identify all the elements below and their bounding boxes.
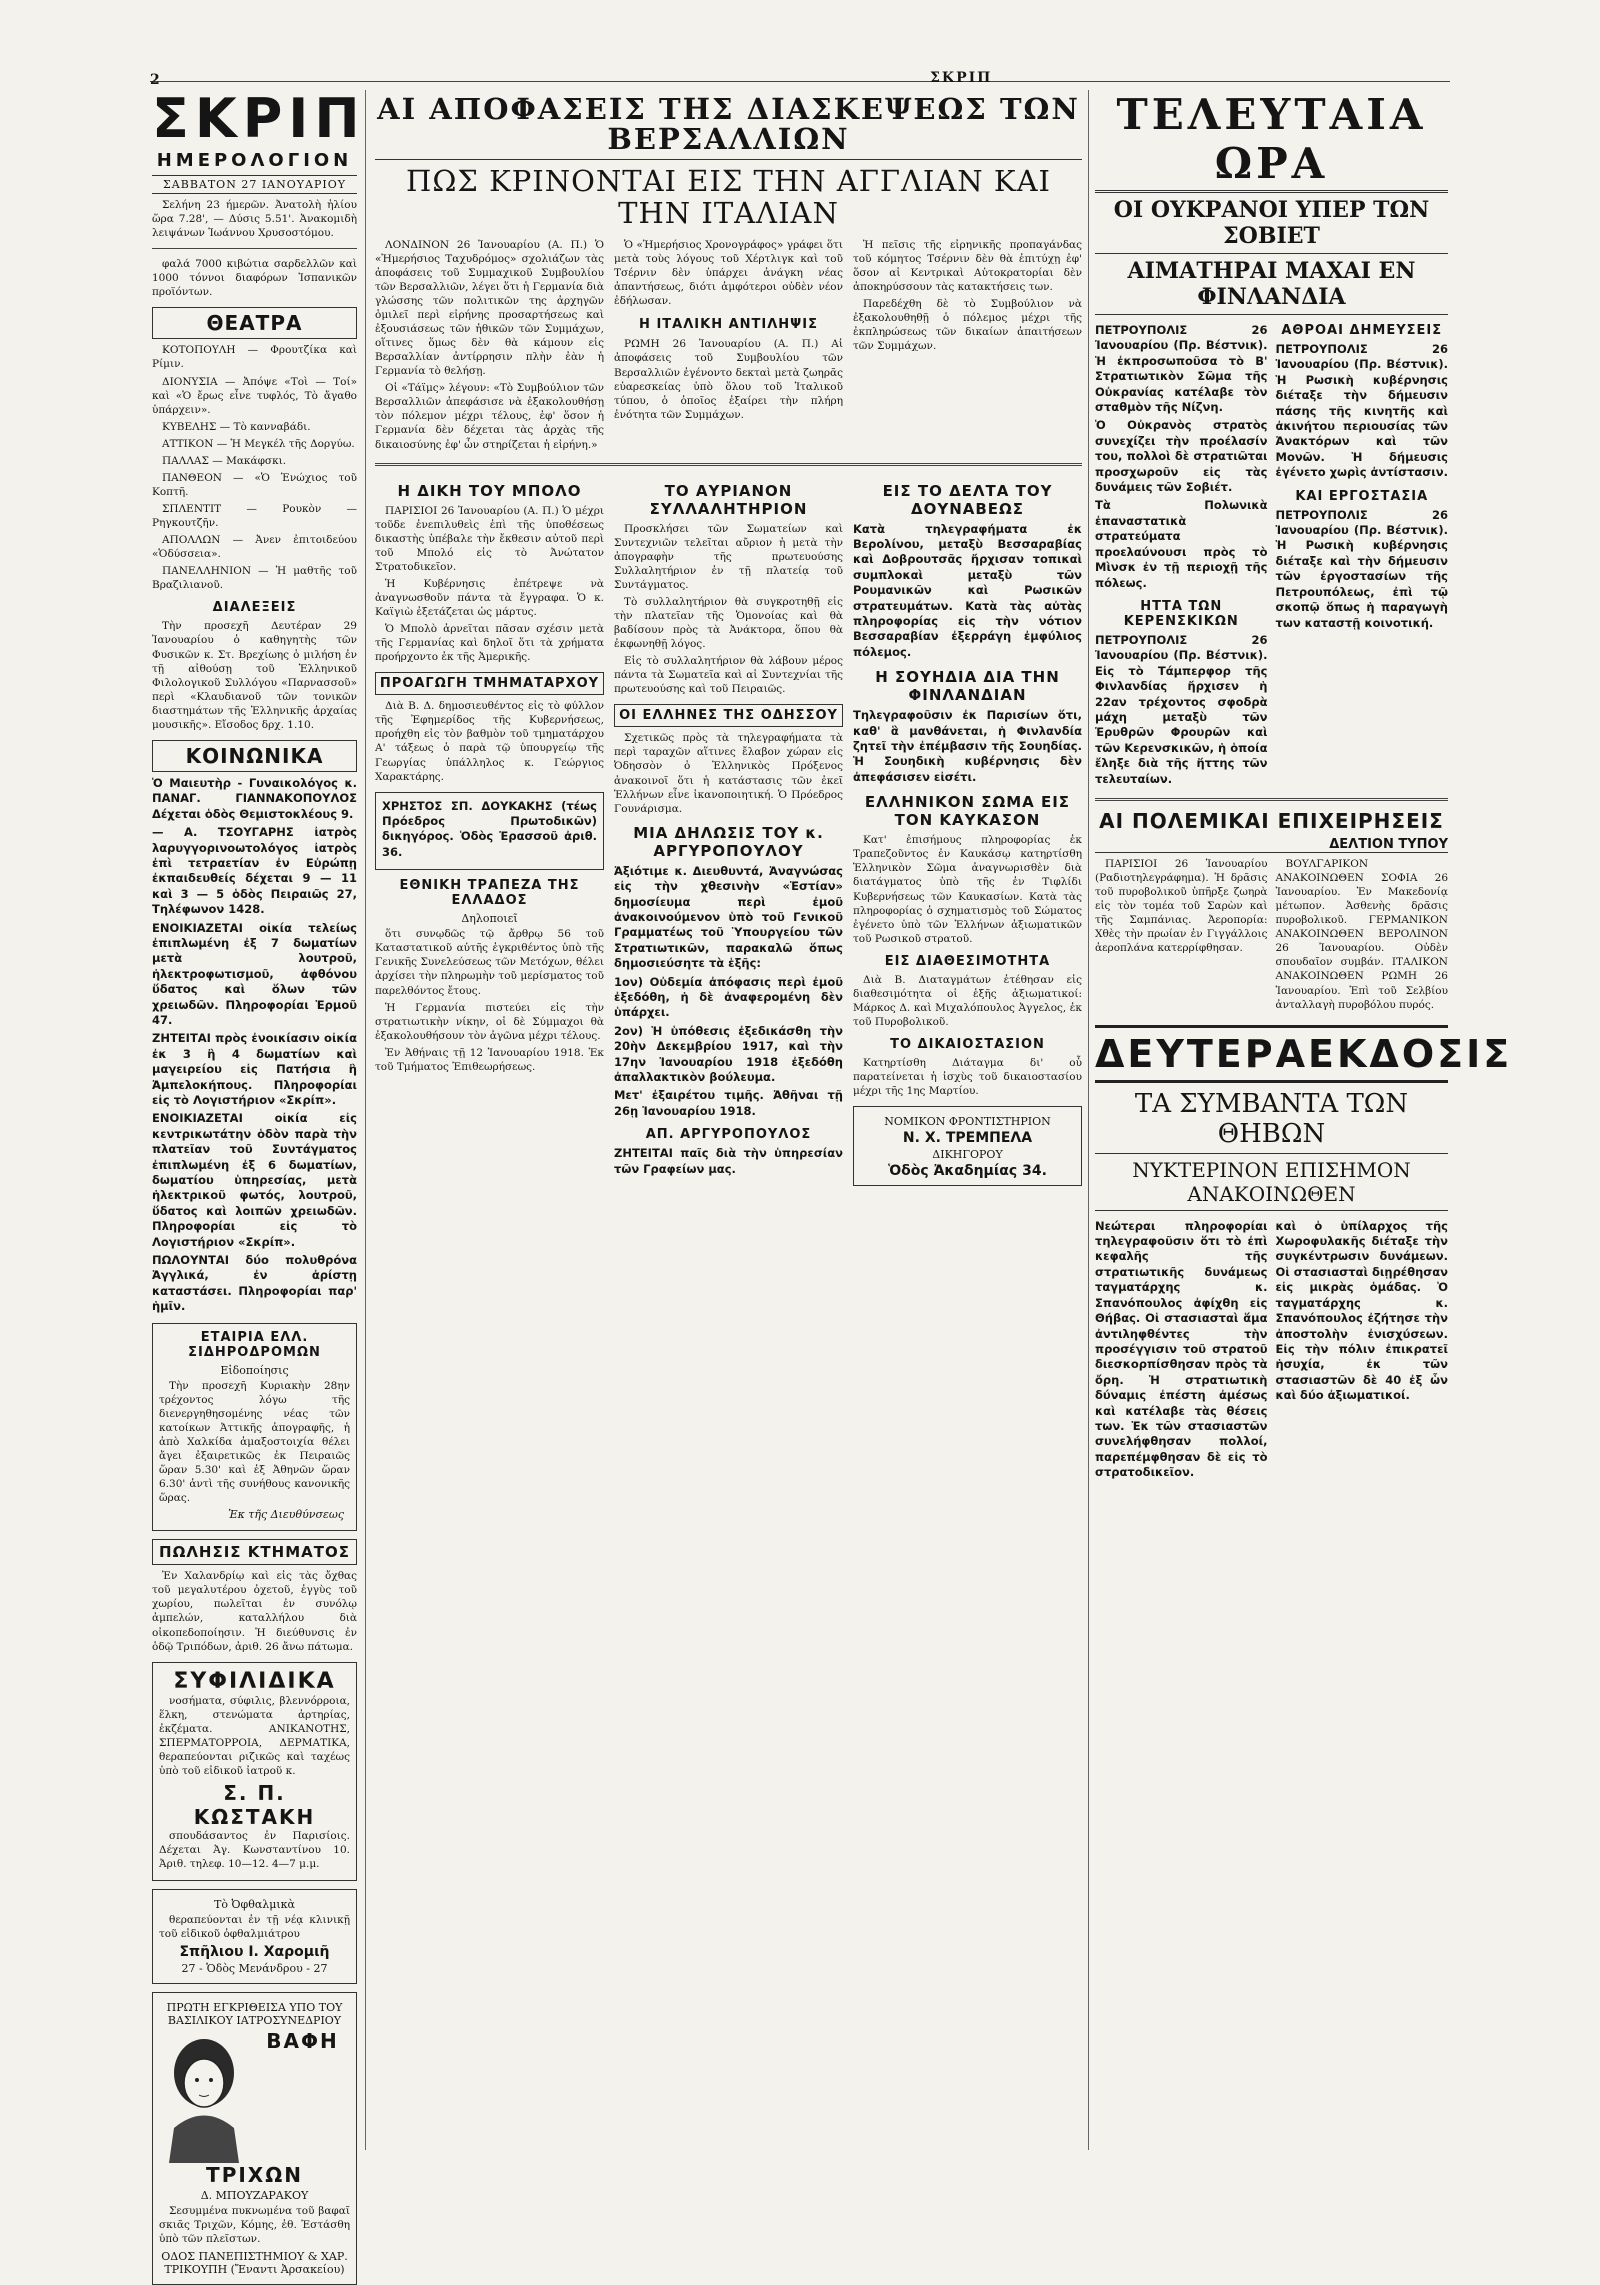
last-hour-title: ΤΕΛΕΥΤΑΙΑ ΩΡΑ — [1095, 90, 1448, 193]
property-sale-heading: ΠΩΛΗΣΙΣ ΚΤΗΜΑΤΟΣ — [152, 1539, 357, 1565]
versailles-para: Παρεδέχθη δὲ τὸ Συμβούλιον νὰ ἐξακολουθηθῇ ὁ πόλεμος μέχρι τῆς ἐκπληρώσεως τῶν δικαίων ἀπαιτήσεων τῶν Συμμάχων. — [853, 297, 1082, 353]
national-bank-body — [375, 927, 604, 1074]
top-rule — [150, 70, 1450, 88]
national-bank-sub: Δηλοποιεῖ — [461, 912, 518, 926]
versailles-col-1 — [375, 238, 604, 455]
social-ads — [152, 776, 357, 1315]
lower-articles — [375, 474, 1082, 1195]
moratorium-heading: ΤΟ ΔΙΚΑΙΟΣΤΑΣΙΟΝ — [890, 1037, 1045, 1053]
versailles-para: Ἡ πεῖσις τῆς εἰρηνικῆς προπαγάνδας τοῦ κόμητος Τσέρνιν δὲν θὰ ἐπιτύχῃ ἐφ' ὅσον αἱ Κεντρικαὶ Αὐτοκρατορίαι δὲν ἀποκηρύσσουν τὰς κατακτήσεις των. — [853, 238, 1082, 293]
ophthalmology-text: θεραπεύονται ἐν τῇ νέᾳ κλινικῇ τοῦ εἰδικοῦ ὀφθαλμιάτρου — [159, 1914, 350, 1941]
social-item: — Α. ΤΣΟΥΓΑΡΗΣ ἰατρὸς λαρυγγορινοωτολόγος ἰατρὸς ἐπὶ τετραετίαν ἐν Εὐρώπῃ ἐκπαιδευθείς δέχεται 9 — 11 καὶ 3 — 5 ὁδὸς Πειραιῶς 27, Τηλέφωνον 1428. — [152, 825, 357, 917]
thebes-left — [1095, 1219, 1268, 1484]
italian-view-heading: Η ΙΤΑΛΙΚΗ ΑΝΤΙΛΗΨΙΣ — [639, 316, 818, 332]
ophthalmology-ad — [152, 1889, 357, 1984]
bolo-trial-heading: Η ΔΙΚΗ ΤΟΥ ΜΠΟΛΟ — [397, 481, 582, 500]
versailles-para: ΛΟΝΔΙΝΟΝ 26 Ἰανουαρίου (Α. Π.) Ὁ «Ἡμερήσιος Ταχυδρόμος» σχολιάζων τὰς ἀποφάσεις τοῦ Συμμαχικοῦ Συμβουλίου τῶν Βερσαλλιῶν, λέγει ὅτι ἡ Γερμανία διὰ γλώσσης τῶν πολιτικῶν της ἀρχηγῶν ὁμιλεῖ περὶ εἰρήνης προσαρτήσεως καὶ ἐξουσιάσεως τῶν ἠθικῶν τῶν Συμμάχων, οἵτινες ὅμως δὲν θὰ κάμουν εἰς Βερσαλλίαν ἀντίρρησιν πλὴν ἐὰν ἡ Γερμανία τὸ θελήσῃ. — [375, 238, 604, 378]
divider — [375, 463, 1082, 466]
hair-dye-intro: ΠΡΩΤΗ ΕΓΚΡΙΘΕΙΣΑ ΥΠΟ ΤΟΥ ΒΑΣΙΛΙΚΟΥ ΙΑΤΡΟΣΥΝΕΔΡΙΟΥ — [166, 2001, 343, 2028]
social-item: ΕΝΟΙΚΙΑΖΕΤΑΙ οἰκία τελείως ἐπιπλωμένη ἐξ 7 δωματίων μετὰ λουτροῦ, ἠλεκτροφωτισμοῦ, ἀφθόνου ὕδατος καὶ ὅλων τῶν χρειωδῶν. Πληροφορίαι Ἑρμοῦ 47. — [152, 920, 357, 1027]
dateline: ΣΑΒΒΑΤΟΝ 27 ΙΑΝΟΥΑΡΙΟΥ — [152, 175, 357, 194]
railway-heading: ΕΤΑΙΡΙΑ ΕΛΛ. ΣΙΔΗΡΟΔΡΟΜΩΝ — [188, 1329, 321, 1360]
bank-para: Ἐν Ἀθήναις τῇ 12 Ἰανουαρίου 1918. Ἐκ τοῦ Τμήματος Ἐπιθεωρήσεως. — [375, 1046, 604, 1073]
odessa-text: Σχετικῶς πρὸς τὰ τηλεγραφήματα τὰ περὶ ταραχῶν αἵτινες ἔλαβον χώραν εἰς Ὀδησσὸν ὁ Ἑλληνικὸς Πρόξενος ἀνακοινοῖ ὅτι ἡ κατάστασις τῶν ἐκεῖ Ἑλλήνων εἶνε ἱκανοποιητική. Ὁ Πρόεδρος Γουνάρισμα. — [614, 732, 843, 815]
rally-para: Προσκλήσει τῶν Σωματείων καὶ Συντεχνιῶν τελεῖται αὔριον ἡ μετὰ τὴν ἀπογραφὴν τῆς πρωτευούσης Συλλαλητήριον ἐν τῇ πλατείᾳ τοῦ Συντάγματος. — [614, 522, 843, 591]
statement-para: Ἀξιότιμε κ. Διευθυντά, Ἀναγνώσας εἰς τὴν χθεσινὴν «Ἑστίαν» δημοσίευμα περὶ ἐμοῦ ἀνακοινούμενον ὑπὸ τοῦ Γενικοῦ Γραμματέως τοῦ Ὑπουργείου τῶν Στρατιωτικῶν, παρακαλῶ ὅπως δημοσιεύσητε τὰ ἑξῆς: — [614, 863, 843, 971]
statement-para: 2ον) Ἡ ὑπόθεσις ἐξεδικάσθη τὴν 20ὴν Δεκεμβρίου 1917, καὶ τὴν 17ην Ἰανουαρίου 1918 ἐξεδόθη ἀπαλλακτικὸν βούλευμα. — [614, 1023, 843, 1084]
law-tutoring-ad — [853, 1106, 1082, 1186]
social-item: ΖΗΤΕΙΤΑΙ πρὸς ἐνοικίασιν οἰκία ἐκ 3 ἢ 4 δωματίων καὶ μαγειρείου εἰς Πατήσια ἢ Ἀμπελοκήπους. Πληροφορίαι εἰς τὸ Λογιστήριον «Σκρίπ». — [152, 1031, 357, 1107]
column-left — [152, 87, 366, 2276]
lawyer-text: ΧΡΗΣΤΟΣ ΣΠ. ΔΟΥΚΑΚΗΣ (τέως Πρόεδρος Πρωτοδικῶν) δικηγόρος. Ὁδὸς Ἐρασσοῦ ἀριθ. 36. — [382, 798, 597, 859]
hair-dye-body — [159, 2204, 350, 2246]
theatre-item: ΚΟΤΟΠΟΥΛΗ — Φρουτζίκα καὶ Ρίμιν. — [152, 344, 357, 371]
theatre-item: ΚΥΒΕΛΗΣ — Τὸ κανναβάδι. — [162, 420, 311, 433]
ukraine-para: Ὁ Οὐκρανὸς στρατὸς συνεχίζει τὴν προέλασίν του, πολλοὶ δὲ στρατιῶται προσχωροῦν εἰς τὰς δυνάμεις τῶν Σοβιέτ. — [1095, 418, 1268, 495]
syphilis-body — [159, 1694, 350, 1778]
versailles-para: Ὁ «Ἡμερήσιος Χρονογράφος» γράφει ὅτι μετὰ τοὺς λόγους τοῦ Χέρτλιγκ καὶ τοῦ Τσέρνιν δὲν ὑπάρχει ἀνάγκη νέας ἀπαντήσεως, διότι ἀμφότεροι οὐδὲν νέον ἐδήλωσαν. — [614, 238, 843, 307]
ophthalmologist-name: Σπῆλιου Ι. Χαρομιῆ — [179, 1944, 330, 1961]
thebes-heading: ΤΑ ΣΥΜΒΑΝΤΑ ΤΩΝ ΘΗΒΩΝ — [1095, 1089, 1448, 1154]
promotion-body — [375, 699, 604, 783]
versailles-headline: ΑΙ ΑΠΟΦΑΣΕΙΣ ΤΗΣ ΔΙΑΣΚΕΨΕΩΣ ΤΩΝ ΒΕΡΣΑΛΛΙΩΝ — [375, 94, 1082, 160]
lectures-body — [152, 619, 357, 732]
property-sale-text: Ἐν Χαλανδρίῳ καὶ εἰς τὰς ὄχθας τοῦ μεγαλυτέρου ὀχετοῦ, ἐγγὺς τοῦ χωρίου, πωλεῖται ἐν συνόλῳ ἀμπελών, καταλλήλου διὰ οἰκοπεδοποίησιν. Ἡ διεύθυνσις ἐν ὁδῷ Τριπόδων, ἀριθ. 26 ἄνω πάτωμα. — [152, 1570, 357, 1653]
lower-col-2 — [614, 474, 843, 1195]
hair-dye-text: Σεσυμμένα πυκνωμένα τοῦ βαφαῖ σκιᾶς Τριχῶν, Κόμης, ἐθ. Ἐστάσθη ὑπὸ τῶν πλεῖστων. — [159, 2205, 350, 2246]
syphilis-text: νοσήματα, σύφιλις, βλεννόρροια, ἕλκη, στενώματα ἀρτηρίας, ἐκζέματα. ΑΝΙΚΑΝΟΤΗΣ, ΣΠΕΡΜΑΤΟΡΡΟΙΑ, ΔΕΡΜΑΤΙΚΑ, θεραπεύονται ριζικῶς καὶ ταχέως ὑπὸ τοῦ εἰδικοῦ ἰατροῦ κ. — [159, 1694, 350, 1777]
column-divider — [1088, 90, 1089, 2150]
statement-para: 1ον) Οὐδεμία ἀπόφασις περὶ ἐμοῦ ἐξεδόθη, ἡ δὲ ἀναφερομένη δὲν ὑπάρχει. — [614, 974, 843, 1020]
factories-body — [1276, 508, 1449, 631]
rally-para: Τὸ συλλαλητήριον θὰ συγκροτηθῇ εἰς τὴν πλατεῖαν τῆς Ὁμονοίας καὶ θὰ βαδίσουν πρὸς τὰ Ἀνάκτορα, ὅπου θὰ ἐκφωνηθῇ λόγος. — [614, 595, 843, 651]
versailles-article — [375, 238, 1082, 455]
statement-para: Μετ' ἐξαιρέτου τιμῆς. Ἀθῆναι τῇ 26ῃ Ἰανουαρίου 1918. — [614, 1088, 843, 1118]
sweden-heading: Η ΣΟΥΗΔΙΑ ΔΙΑ ΤΗΝ ΦΙΝΛΑΝΔΙΑΝ — [875, 668, 1060, 705]
theatre-item: ΠΑΝΘΕΟΝ — «Ὁ Ἐνώχιος τοῦ Κοπτῆ. — [152, 471, 357, 498]
thebes-right-text: καὶ ὁ ὑπίλαρχος τῆς Χωροφυλακῆς διέταξε τὴν συγκέντρωσιν δυνάμεων. Οἱ στασιασταὶ διῃρέθησαν εἰς μικρὰς ὁμάδας. Ὁ ταγματάρχης κ. Σπανόπουλος ἐζήτησε τὴν ἀποστολὴν ἐνισχύσεων. Εἰς τὴν πόλιν ἐπικρατεῖ ἡσυχία, ἐκ τῶν στασιαστῶν δὲ 40 ἐξ ὧν καὶ δύο ἀξιωματικοί. — [1275, 1218, 1448, 1403]
column-right — [1095, 90, 1513, 2150]
kerensky-text: ΠΕΤΡΟΥΠΟΛΙΣ 26 Ἰανουαρίου (Πρ. Βέστνικ). Εἰς τὸ Τάμπερφορ τῆς Φινλανδίας ἤρχισεν ἡ 22αν τρέχοντος σφοδρὰ μάχη μεταξὺ τῶν Ἐρυθρῶν Φρουρῶν καὶ τῶν Κερενσκικῶν, ἡ ὁποία ἔληξε διὰ τῆς ἥττης τῶν τελευταίων. — [1095, 632, 1268, 786]
ukraine-para: ΠΕΤΡΟΥΠΟΛΙΣ 26 Ἰανουαρίου (Πρ. Βέστνικ). Ἡ ἐκπροσωποῦσα τὸ Β' Στρατιωτικὸν Σῶμα τῆς Οὐκρανίας κατέλαβε τὸν σταθμὸν τῆς Νίζνη. — [1095, 323, 1268, 415]
column-divider — [365, 90, 366, 2150]
thebes-left-text: Νεώτεραι πληροφορίαι τηλεγραφοῦσιν ὅτι τὸ ἐπὶ κεφαλῆς τῆς στρατιωτικῆς δυνάμεως ταγματάρχης κ. Σπανόπουλος ἀφίχθη εἰς Θήβας. Οἱ στασιασταὶ ἅμα ἀντιληφθέντες τὴν προσέγγισιν τοῦ στρατοῦ διεσκορπίσθησαν πρὸς τὰ ὄρη. Ἡ στρατιωτικὴ δύναμις ἐπέστη ἀμέσως καὶ κατέλαβε τὰς θέσεις των. Ἐκ τῶν στασιαστῶν συνελήφθησαν πολλοί, παρεπέμφθησαν δὲ εἰς τὸ στρατοδικεῖον. — [1095, 1218, 1268, 1480]
almanac — [152, 198, 357, 240]
statement-body — [614, 864, 843, 1120]
theatre-item: ΠΑΛΛΑΣ — Μακάφσκι. — [162, 454, 287, 467]
theatre-item: ΑΤΤΙΚΟΝ — Ἡ Μεγκέλ τῆς Δοργύω. — [162, 437, 355, 450]
law-tutor-role: ΔΙΚΗΓΟΡΟΥ — [932, 1148, 1003, 1162]
statement-signature: ΑΠ. ΑΡΓΥΡΟΠΟΥΛΟΣ — [645, 1127, 812, 1143]
factories-text: ΠΕΤΡΟΥΠΟΛΙΣ 26 Ἰανουαρίου (Πρ. Βέστνικ). Ἡ Ρωσικὴ κυβέρνησις διέταξε καὶ τὴν δήμευσιν τῶν ἐργοστασίων τῆς Πετρουπόλεως, ἐπὶ τῷ σκοπῷ ὅπως ἡ παραγωγὴ των καταστῇ κοινοτική. — [1275, 507, 1448, 630]
lower-col-1 — [375, 474, 604, 1195]
calendar-title: ΗΜΕΡΟΛΟΓΙΟΝ — [156, 150, 353, 171]
caucasus-body — [853, 833, 1082, 946]
thebes-articles — [1095, 1219, 1448, 1484]
hair-dye-maker: Δ. ΜΠΟΥΖΑΡΑΚΟΥ — [200, 2189, 309, 2203]
sweden-text: Τηλεγραφοῦσιν ἐκ Παρισίων ὅτι, καθ' ἃ μανθάνεται, ἡ Φινλανδία ζητεῖ τὴν ἐπέμβασιν τῆς Σουηδίας. Ἡ Σουηδικὴ κυβέρνησις δὲν ἀπεφάσισεν εἰσέτι. — [853, 708, 1082, 784]
law-tutor-address: Ὁδὸς Ἀκαδημίας 34. — [888, 1163, 1047, 1180]
railway-notice — [152, 1323, 357, 1532]
social-item: ΠΩΛΟΥΝΤΑΙ δύο πολυθρόνα Ἀγγλικά, ἐν ἀρίστῃ καταστάσει. Πληροφορίαι παρ' ἡμῖν. — [152, 1253, 357, 1314]
danube-heading: ΕΙΣ ΤΟ ΔΕΛΤΑ ΤΟΥ ΔΟΥΝΑΒΕΩΣ — [882, 481, 1053, 518]
bolo-trial-body — [375, 504, 604, 665]
versailles-col-2 — [614, 238, 843, 455]
bolo-para: Ὁ Μπολὸ ἀρνεῖται πᾶσαν σχέσιν μετὰ τῆς Γερμανίας καὶ δηλοῖ ὅτι τὰ χρήματα προήρχοντο ἐκ τῆς Ἀμερικῆς. — [375, 623, 604, 664]
doctor-text: σπουδάσαντος ἐν Παρισίοις. Δέχεται Ἀγ. Κωνσταντίνου 10. Ἀριθ. τηλεφ. 10—12. 4—7 μ.μ. — [159, 1830, 350, 1871]
rally-heading: ΤΟ ΑΥΡΙΑΝΟΝ ΣΥΛΛΑΛΗΤΗΡΙΟΝ — [649, 481, 808, 518]
divider — [152, 248, 357, 249]
confiscations-text: ΠΕΤΡΟΥΠΟΛΙΣ 26 Ἰανουαρίου (Πρ. Βέστνικ). Ἡ Ρωσικὴ κυβέρνησις διέταξε τὴν δήμευσιν πάσης τῆς κινητῆς καὶ ἀκινήτου περιουσίας τῶν Ἀνακτόρων καὶ τῶν Μονῶν. Ἡ δήμευσις ἐγένετο χωρὶς ἀντίστασιν. — [1275, 342, 1448, 480]
versailles-subheadline: ΠΩΣ ΚΡΙΝΟΝΤΑΙ ΕΙΣ ΤΗΝ ΑΓΓΛΙΑΝ ΚΑΙ ΤΗΝ ΙΤΑΛΙΑΝ — [406, 163, 1051, 230]
ukraine-news — [1095, 323, 1268, 591]
ophthalmology-address: 27 - Ὁδὸς Μενάνδρου - 27 — [181, 1962, 328, 1976]
law-tutoring-heading: ΝΟΜΙΚΟΝ ΦΡΟΝΤΙΣΤΗΡΙΟΝ — [884, 1115, 1051, 1129]
ukraine-para: Τὰ Πολωνικὰ ἐπαναστατικὰ στρατεύματα προελαύνουσι πρὸς τὸ Μὶνσκ ἐν τῇ περιοχῇ τῆς πόλεως. — [1095, 498, 1268, 590]
doctor-details — [159, 1829, 350, 1871]
syphilis-heading: ΣΥΦΙΛΙΔΙΚΑ — [173, 1668, 336, 1694]
syphilis-ad — [152, 1662, 357, 1882]
thebes-right — [1276, 1219, 1449, 1484]
versailles-para: Οἱ «Τάϊμς» λέγουν: «Τὸ Συμβούλιον τῶν Βερσαλλιῶν ἀπεφάσισε νὰ ἐξακολουθήσῃ τὸν πόλεμον μέχρι τέλους, ἐφ' ὅσον ἡ Γερμανία δὲν δέχεται τὰς ἀρχὰς τῆς δικαιοσύνης ἐφ' ὧν στηρίζεται ἡ εἰρήνη.» — [375, 382, 604, 451]
cargo-note — [152, 257, 357, 299]
war-operations-heading: ΑΙ ΠΟΛΕΜΙΚΑΙ ΕΠΙΧΕΙΡΗΣΕΙΣ — [1099, 808, 1444, 833]
war-operations-articles — [1095, 857, 1448, 1015]
night-bulletin-heading: ΝΥΚΤΕΡΙΝΟΝ ΕΠΙΣΗΜΟΝ ΑΝΑΚΟΙΝΩΘΕΝ — [1095, 1158, 1448, 1211]
theatres-list — [152, 343, 357, 592]
reserve-heading: ΕΙΣ ΔΙΑΘΕΣΙΜΟΤΗΤΑ — [884, 953, 1051, 969]
promotion-text: Διὰ Β. Δ. δημοσιευθέντος εἰς τὸ φύλλον τῆς Ἐφημερίδος τῆς Κυβερνήσεως, προήχθη εἰς τὸν βαθμὸν τοῦ τμηματάρχου Α' τάξεως ὁ παρὰ τῷ ὑπουργείῳ τῆς Γεωργίας ὑπάλληλος κ. Γεώργιος Χαρακτάρης. — [375, 700, 604, 783]
reserve-text: Διὰ Β. Διαταγμάτων ἐτέθησαν εἰς διαθεσιμότητα οἱ ἑξῆς ἀξιωματικοί: Μάρκος Δ. καὶ Μιχαλόπουλος Ἀγγελος, ἐκ τοῦ Πυροβολικοῦ. — [853, 973, 1082, 1028]
wanted-ad — [614, 1146, 843, 1177]
lower-col-3 — [853, 474, 1082, 1195]
top-divider — [150, 81, 1450, 82]
caucasus-text: Κατ' ἐπισήμους πληροφορίας ἐκ Τραπεζοῦντος ἐν Καυκάσῳ κατηρτίσθη Ἑλληνικὸν Σῶμα ἀναγνωρισθὲν διὰ διατάγματος ὑπὸ τῆς ἐν Τιφλίδι Κυβερνήσεως τῶν Καυκασίων. Κατὰ τὰς πληροφορίας ὁ σχηματισμὸς τοῦ Σώματος ἐγένετο ὑπὸ τῶν Ἑλλήνων ἀξιωματικῶν τοῦ Ρωσικοῦ στρατοῦ. — [853, 834, 1082, 945]
law-tutor-name: Ν. Χ. ΤΡΕΜΠΕΛΑ — [902, 1130, 1033, 1147]
bank-para: ὅτι συνῳδῶς τῷ ἄρθρῳ 56 τοῦ Καταστατικοῦ αὐτῆς ἐγκριθέντος ὑπὸ τῆς Γενικῆς Συνελεύσεως τῶν Μετόχων, θέλει ἀρχίσει τὴν πληρωμὴν τοῦ μερίσματος τοῦ παρελθόντος ἔτους. — [375, 928, 604, 997]
lawyer-ad — [375, 792, 604, 871]
rally-body — [614, 522, 843, 697]
confiscations-body — [1276, 342, 1449, 481]
war-ops-right — [1276, 857, 1449, 1015]
finland-battles-heading: ΑΙΜΑΤΗΡΑΙ ΜΑΧΑΙ ΕΝ ΦΙΝΛΑΝΔΙΑ — [1095, 258, 1448, 315]
railway-signature: Ἐκ τῆς Διευθύνσεως — [228, 1508, 344, 1522]
bolo-para: ΠΑΡΙΣΙΟΙ 26 Ἰανουαρίου (Α. Π.) Ὁ μέχρι τοῦδε ἐνεπιλυθεὶς ἐπὶ τῆς ὑποθέσεως δικαστὴς ὑπέβαλε τὴν ἔκθεσιν αὐτοῦ περὶ τοῦ Μπολό εἰς τὸ Ἀνώτατον Στρατοδικεῖον. — [375, 504, 604, 573]
moratorium-body — [853, 1056, 1082, 1098]
press-bulletin-label: ΔΕΛΤΙΟΝ ΤΥΠΟΥ — [1095, 837, 1448, 853]
social-item: Ὁ Μαιευτὴρ - Γυναικολόγος κ. ΠΑΝΑΓ. ΓΙΑΝΝΑΚΟΠΟΥΛΟΣ Δέχεται ὁδὸς Θεμιστοκλέους 9. — [152, 775, 357, 821]
sweden-body — [853, 708, 1082, 785]
last-hour-articles — [1095, 323, 1448, 790]
hair-dye-title: ΒΑΦΗ ΤΡΙΧΩΝ — [206, 2029, 339, 2188]
doctor-name: Σ. Π. ΚΩΣΤΑΚΗ — [193, 1781, 316, 1829]
hair-dye-footer: ΟΔΟΣ ΠΑΝΕΠΙΣΤΗΜΙΟΥ & ΧΑΡ. ΤΡΙΚΟΥΠΗ (Ἔναντι Ἀρσακείου) — [161, 2249, 348, 2276]
social-heading: ΚΟΙΝΩΝΙΚΑ — [152, 740, 357, 772]
railway-subheading: Εἰδοποίησις — [220, 1363, 289, 1377]
rally-para: Εἰς τὸ συλλαλητήριον θὰ λάβουν μέρος πάντα τὰ Σωματεῖα καὶ αἱ Συντεχνίαι τῆς πρωτευούσης καὶ τοῦ Πειραιῶς. — [614, 655, 843, 696]
theatres-heading: ΘΕΑΤΡΑ — [152, 307, 357, 339]
odessa-heading: ΟΙ ΕΛΛΗΝΕΣ ΤΗΣ ΟΔΗΣΣΟΥ — [614, 704, 843, 727]
bolo-para: Ἡ Κυβέρνησις ἐπέτρεψε νὰ ἀναγνωσθοῦν πάντα τὰ ἔγγραφα. Ὁ κ. Καϊγιὼ ἐξετάζεται ὡς μάρτυς. — [375, 577, 604, 619]
factories-heading: ΚΑΙ ΕΡΓΟΣΤΑΣΙΑ — [1295, 488, 1429, 504]
italian-view-text: ΡΩΜΗ 26 Ἰανουαρίου (Α. Π.) Αἱ ἀποφάσεις τοῦ Συμβουλίου τῶν Βερσαλλιῶν ἐγένοντο δεκταὶ μετὰ ζωηρᾶς εὐαρεσκείας ὑπὸ ὅλου τοῦ Ἰταλικοῦ τύπου, ὁ ὁποῖος ἐξαίρει τὴν πλήρη ἑνότητα τῶν Συμμάχων. — [614, 338, 843, 421]
cargo-text: φαλά 7000 κιβώτια σαρδελλῶν καὶ 1000 τόννοι διαφόρων Ἰσπανικῶν προϊόντων. — [152, 258, 357, 299]
railway-text: Τὴν προσεχῆ Κυριακὴν 28ην τρέχοντος λόγω τῆς διενεργηθησομένης νέας τῶν κατοίκων Ἀττικῆς ἀπογραφῆς, ἡ ἀπὸ Χαλκίδα ἀμαξοστοιχία θέλει ἄγει ἐξαιρετικῶς ἐκ Πειραιῶς ὥραν 5.30' καὶ ἐξ Ἀθηνῶν ὥραν 6.30' ἀντὶ τῆς συνήθους κανονικῆς ὥρας. — [159, 1379, 350, 1505]
page-number: 2 — [150, 72, 160, 88]
promotion-heading: ΠΡΟΑΓΩΓΗ ΤΜΗΜΑΤΑΡΧΟΥ — [375, 672, 604, 695]
versailles-col-3 — [853, 238, 1082, 455]
moratorium-text: Κατηρτίσθη Διάταγμα δι' οὗ παρατείνεται ἡ ἰσχὺς τοῦ δικαιοστασίου μέχρι τῆς 1ης Μαρτίου. — [853, 1057, 1082, 1098]
ukrainians-heading: ΟΙ ΟΥΚΡΑΝΟΙ ΥΠΕΡ ΤΩΝ ΣΟΒΙΕΤ — [1095, 197, 1448, 254]
running-title: ΣΚΡΙΠ — [930, 70, 993, 86]
confiscations-heading: ΑΘΡΟΑΙ ΔΗΜΕΥΣΕΙΣ — [1281, 323, 1443, 338]
column-center — [375, 90, 1082, 2150]
national-bank-heading: ΕΘΝΙΚΗ ΤΡΑΠΕΖΑ ΤΗΣ ΕΛΛΑΔΟΣ — [399, 878, 580, 909]
danube-body — [853, 522, 1082, 661]
divider — [1095, 798, 1448, 801]
theatre-item: ΠΑΝΕΛΛΗΝΙΟΝ — Ἡ μαθτῆς τοῦ Βραζιλιανοῦ. — [152, 565, 357, 592]
wanted-text: ΖΗΤΕΙΤΑΙ παῖς διὰ τὴν ὑπηρεσίαν τῶν Γραφείων μας. — [614, 1146, 843, 1176]
woman-portrait-illustration — [159, 2033, 249, 2163]
war-ops-left-text: ΠΑΡΙΣΙΟΙ 26 Ἰανουαρίου (Ραδιοτηλεγράφημα). Ἡ δρᾶσις τοῦ πυροβολικοῦ ὑπῆρξε ζωηρὰ εἰς τὸν τομέα τοῦ Σαρὼν καὶ τῆς Σαμπάνιας. Ἀεροπορία: Χθὲς τὴν πρωίαν ἐν Γιγγάλλοις ἀεροπλάνα κατερρίφθησαν. — [1095, 857, 1268, 955]
war-ops-right-text: ΒΟΥΛΓΑΡΙΚΟΝ ΑΝΑΚΟΙΝΩΘΕΝ ΣΟΦΙΑ 26 Ἰανουαρίου. Ἐν Μακεδονίᾳ μέτωπον. Ἀσθενὴς δρᾶσις πυροβολικοῦ. ΓΕΡΜΑΝΙΚΟΝ ΑΝΑΚΟΙΝΩΘΕΝ ΒΕΡΟΛΙΝΟΝ 26 Ἰανουαρίου. Οὐδὲν σπουδαῖον συμβάν. ΙΤΑΛΙΚΟΝ ΑΝΑΚΟΙΝΩΘΕΝ ΡΩΜΗ 26 Ἰανουαρίου. Ἐπὶ τοῦ Σελβίου ἀνταλλαγὴ πυροβόλου πυρός. — [1275, 857, 1448, 1011]
property-sale-body — [152, 1569, 357, 1653]
odessa-body — [614, 731, 843, 815]
hair-dye-ad — [152, 1992, 357, 2284]
war-ops-left — [1095, 857, 1268, 1015]
theatre-item: ΣΠΛΕΝΤΙΤ — Ρουκὸν — Ρηγκουτζῆν. — [152, 503, 357, 530]
statement-heading: ΜΙΑ ΔΗΛΩΣΙΣ ΤΟΥ κ. ΑΡΓΥΡΟΠΟΥΛΟΥ — [633, 823, 824, 860]
ophthalmology-body — [159, 1913, 350, 1941]
social-item: ΕΝΟΙΚΙΑΖΕΤΑΙ οἰκία εἰς κεντρικωτάτην ὁδὸν παρὰ τὴν πλατεῖαν τοῦ Συντάγματος ἐπιπλωμένη ἐξ 6 δωματίων, δωματίου ὑπηρεσίας, μετὰ ἠλεκτρικοῦ φωτός, λουτροῦ, ὕδατος καὶ λοιπῶν χρειωδῶν. Πληροφορίαι εἰς τὸ Λογιστήριον «Σκρίπ». — [152, 1111, 357, 1249]
last-hour-left — [1095, 323, 1268, 790]
railway-body — [159, 1379, 350, 1506]
theatre-item: ΑΠΟΛΛΩΝ — Ἀνεν ἐπιτοιδεύου «Ὁδύσσεια». — [152, 534, 357, 561]
almanac-text: Σελήνη 23 ήμερῶν. Ἀνατολὴ ἡλίου ὥρα 7.28', — Δύσις 5.51'. Ἀνακομιδὴ λειψάνων Ἰωάννου Χρυσοστόμου. — [152, 199, 357, 240]
masthead-title: ΣΚΡΙΠ — [152, 87, 366, 150]
lectures-heading: ΔΙΑΛΕΞΕΙΣ — [212, 600, 297, 616]
ophthalmology-heading: Τὸ Ὀφθαλμικὰ — [214, 1898, 295, 1912]
danube-text: Κατὰ τηλεγραφήματα ἐκ Βερολίνου, μεταξὺ Βεσσαραβίας καὶ Δοβρουτσᾶς ἤρχισαν τοπικαὶ συμπλοκαὶ μεταξὺ τῶν Ρουμανικῶν καὶ Ρωσικῶν στρατευμάτων. Κατὰ τὰς αὐτὰς πληροφορίας εἰς τὴν νότιον Βεσσαραβίαν ἐξερράγη ἐμφύλιος πόλεμος. — [853, 521, 1082, 659]
reserve-body — [853, 973, 1082, 1029]
caucasus-heading: ΕΛΛΗΝΙΚΟΝ ΣΩΜΑ ΕΙΣ ΤΟΝ ΚΑΥΚΑΣΟΝ — [864, 793, 1071, 830]
theatre-item: ΔΙΟΝΥΣΙΑ — Ἀπόψε «Τοὶ — Τοί» καὶ «Ὁ ἔρως εἶνε τυφλός, Τὸ ἄγαθο ὑπάρχειν». — [152, 375, 357, 416]
second-edition-banner: ΔΕΥΤΕΡΑΕΚΔΟΣΙΣ — [1095, 1025, 1448, 1083]
lectures-text: Τὴν προσεχῆ Δευτέραν 29 Ἰανουαρίου ὁ καθηγητὴς τῶν Φυσικῶν κ. Στ. Βρεχίωης ὁ μιλήση ἐν τῇ αἰθούσῃ τοῦ Ἑλληνικοῦ Φιλολογικοῦ Συλλόγου «Παρνασσοῦ» περὶ «Κλαυδιανοῦ τῶν τονικῶν διαστημάτων τῆς Ἑλληνικῆς ἀρχαίας μουσικῆς». Εἴσοδος δρχ. 1.10. — [152, 620, 357, 731]
kerensky-body — [1095, 633, 1268, 787]
bank-para: Ἡ Γερμανία πιστεύει εἰς τὴν στρατιωτικὴν νίκην, οἱ δὲ Σύμμαχοι θὰ ἐξακολουθήσουν τὸν ἀγῶνα μέχρι τέλους. — [375, 1001, 604, 1042]
kerensky-heading: ΗΤΤΑ ΤΩΝ ΚΕΡΕΝΣΚΙΚΩΝ — [1123, 598, 1239, 629]
last-hour-right — [1276, 323, 1449, 790]
